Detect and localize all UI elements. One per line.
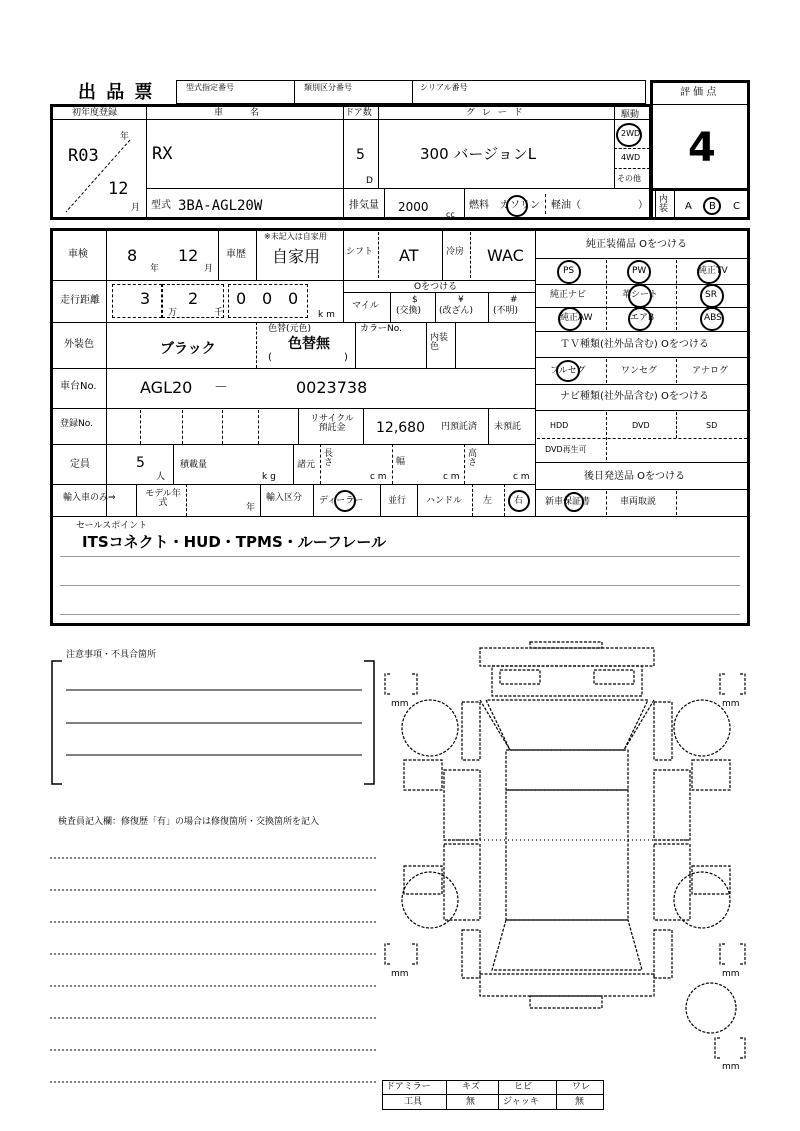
dim-length: 長さ <box>324 449 334 468</box>
mileage-mile: マイル <box>352 301 379 311</box>
equip-ps-circle <box>557 260 581 284</box>
equip-airbag-circle <box>628 307 655 331</box>
first-reg-year: R03 <box>68 146 99 166</box>
unknown-sym: # <box>510 295 518 305</box>
fuel-label: 燃料 <box>469 200 489 211</box>
exchange-sym: $ <box>412 295 418 305</box>
grade-label: グ レ ー ド <box>466 108 525 118</box>
model-spec-label: 型式指定番号 <box>186 83 234 92</box>
equip-pw-circle <box>627 260 651 284</box>
capacity-label: 定員 <box>70 459 90 470</box>
capacity-unit: 人 <box>156 472 166 482</box>
mm-label: mm <box>722 699 740 709</box>
mm-label: mm <box>391 969 409 979</box>
fuel-diesel: 軽油（ <box>551 200 581 211</box>
dims-label: 諸元 <box>297 460 316 470</box>
shift-value: AT <box>399 246 419 265</box>
car-name: RX <box>152 144 173 164</box>
equip-navi: 純正ナビ <box>550 290 587 300</box>
ac-value: WAC <box>487 246 524 265</box>
equip-aw-circle <box>558 307 582 331</box>
model-label: 型式 <box>151 200 171 211</box>
equip-airbag: エアB <box>630 313 655 323</box>
equip-leather: 革シート <box>622 290 659 300</box>
import-model-year: モデル年式 <box>145 489 181 508</box>
fuel-gasoline: ガソリン <box>500 200 540 211</box>
shaken-month-unit: 月 <box>204 264 214 274</box>
docs-manual: 車両取説 <box>620 497 657 507</box>
navi-sd: SD <box>706 421 718 430</box>
legend-mirror: ドアミラー <box>386 1082 431 1092</box>
load-kg: k g <box>262 472 276 482</box>
tv-fullseg-circle <box>556 360 580 382</box>
form-title: 出 品 票 <box>78 82 155 103</box>
drive-other: その他 <box>617 174 641 183</box>
history-label: 車歴 <box>226 249 246 260</box>
dim-cm: c m <box>370 472 387 482</box>
interior-c: C <box>733 201 740 212</box>
mileage-man: 万 <box>168 308 178 318</box>
equip-leather-circle <box>628 284 652 308</box>
handle-left: 左 <box>483 496 493 506</box>
car-damage-diagram <box>380 640 760 1080</box>
mm-label: mm <box>391 699 409 709</box>
equip-pw: PW <box>632 266 647 276</box>
docs-title: 後日発送品 Oをつける <box>584 471 686 482</box>
model-value: 3BA-AGL20W <box>178 198 263 214</box>
history-note: ※未記入は自家用 <box>264 232 327 241</box>
equip-sr: SR <box>705 290 717 300</box>
legend-break: ワレ <box>572 1082 591 1092</box>
equip-aw: 純正AW <box>560 313 593 323</box>
month-unit: 月 <box>131 203 141 213</box>
shaken-year-unit: 年 <box>150 264 160 274</box>
legend-crack: ヒビ <box>514 1082 533 1092</box>
import-label: 輸入車のみ⇒ <box>63 493 116 503</box>
recycle-label: リサイクル預託金 <box>310 414 354 433</box>
doors-label: ドア数 <box>345 108 372 118</box>
year-unit: 年 <box>120 132 130 142</box>
class-label: 類別区分番号 <box>304 83 352 92</box>
mileage-digit: 0 <box>262 289 273 308</box>
load-label: 積載量 <box>180 460 208 470</box>
tv-oneseg: ワンセグ <box>621 366 658 376</box>
drive-label: 駆動 <box>621 110 640 120</box>
interior-label: 内装 <box>659 195 669 214</box>
dim-cm: c m <box>443 472 460 482</box>
rating-label: 評 価 点 <box>680 87 717 98</box>
handle-right-circle <box>508 490 530 512</box>
mileage-tamper: (改ざん) <box>439 306 474 316</box>
dim-cm: c m <box>513 472 530 482</box>
mileage-digit: 0 <box>236 289 247 308</box>
import-dealer: ディーラー <box>319 496 364 506</box>
fuel-gasoline-circle <box>506 195 528 217</box>
navi-hdd: HDD <box>550 421 569 430</box>
navi-dvd: DVD <box>632 421 650 430</box>
shaken-label: 車検 <box>68 249 88 260</box>
rating-value: 4 <box>688 125 716 171</box>
repaint-label: 色替(元色) <box>268 324 312 334</box>
legend-jack-value: 無 <box>575 1097 585 1107</box>
drive-2wd-circle <box>616 123 642 147</box>
handle-right: 右 <box>514 496 524 506</box>
mileage-unknown: (不明) <box>493 306 519 316</box>
doors-value: 5 <box>356 147 365 163</box>
recycle-value: 12,680 <box>376 420 425 436</box>
import-parallel: 並行 <box>388 496 407 506</box>
door-suffix: D <box>366 176 373 186</box>
chassis-prefix: AGL20 <box>140 378 193 397</box>
tv-fullseg: フルセグ <box>550 366 586 376</box>
inspector-label: 検査員記入欄：修復歴「有」の場合は修復箇所・交換箇所を記入 <box>58 817 320 827</box>
handle-label: ハンドル <box>426 496 463 506</box>
tv-analog: アナログ <box>692 366 729 376</box>
recycle-deposited: 円預託済 <box>441 422 478 432</box>
history-value: 自家用 <box>272 247 321 266</box>
inspector-lines <box>48 850 388 1110</box>
repaint-value: 色替無 <box>288 336 330 352</box>
shift-label: シフト <box>346 247 374 257</box>
mileage-sen: 千 <box>214 308 224 318</box>
legend-jack: ジャッキ <box>503 1097 539 1107</box>
notes-label: 注意事項・不具合箇所 <box>66 650 157 660</box>
mileage-exchange: (交換) <box>396 306 422 316</box>
registration-label: 登録No. <box>60 419 93 429</box>
import-year-unit: 年 <box>246 503 256 513</box>
notes-bracket <box>48 656 388 796</box>
shaken-month: 12 <box>178 246 199 265</box>
drive-2wd: 2WD <box>621 129 641 138</box>
mileage-digit: 0 <box>288 289 299 308</box>
color-no-label: カラーNo. <box>360 324 402 334</box>
car-name-label: 車 名 <box>214 108 263 118</box>
ac-label: 冷房 <box>446 247 465 257</box>
navi-title: ナビ種類(社外品含む) Oをつける <box>560 391 709 402</box>
navi-dvd-play: DVD再生可 <box>545 445 587 454</box>
import-dealer-circle <box>334 490 356 512</box>
legend-scratch: キズ <box>462 1082 480 1092</box>
mm-label: mm <box>722 969 740 979</box>
docs-warranty-circle <box>564 492 584 512</box>
mileage-circle-note: Oをつける <box>414 282 458 292</box>
mileage-km: k m <box>318 310 335 320</box>
recycle-not-deposited: 未預託 <box>494 422 522 432</box>
displacement-value: 2000 <box>398 200 429 214</box>
equip-sr-circle <box>700 284 724 308</box>
dim-height: 高さ <box>468 449 478 468</box>
equip-tv: 純正TV <box>698 266 728 276</box>
shaken-year: 8 <box>127 246 138 265</box>
equipment-title: 純正装備品 Oをつける <box>586 239 688 250</box>
grade-value: 300 バージョンL <box>420 145 537 163</box>
tv-title: ＴＶ種類(社外品含む) Oをつける <box>560 339 709 350</box>
legend-tools-value: 無 <box>466 1097 476 1107</box>
import-class-label: 輸入区分 <box>266 493 303 503</box>
interior-a: A <box>685 201 692 212</box>
cc-unit: cc <box>446 210 455 219</box>
equip-ps: PS <box>563 266 575 276</box>
mileage-digit: 2 <box>188 289 199 308</box>
paren-close: ) <box>344 352 348 363</box>
color-value: ブラック <box>160 341 216 357</box>
mm-label: mm <box>722 1062 740 1072</box>
chassis-label: 車台No. <box>60 381 97 392</box>
legend-tools: 工具 <box>404 1097 423 1107</box>
equip-abs: ABS <box>704 313 722 323</box>
docs-warranty: 新車保証書 <box>545 497 591 507</box>
sales-point-label: セールスポイント <box>76 521 148 531</box>
mileage-digit: 3 <box>140 289 151 308</box>
header-id-row <box>176 80 646 104</box>
color-label: 外装色 <box>64 339 94 350</box>
chassis-dash: － <box>214 380 228 396</box>
interior-color-label: 内装色 <box>430 333 449 352</box>
first-reg-month: 12 <box>108 179 129 199</box>
drive-4wd: 4WD <box>621 153 641 162</box>
mileage-label: 走行距離 <box>60 295 100 306</box>
capacity-value: 5 <box>136 455 145 471</box>
interior-b: B <box>709 201 716 212</box>
equip-tv-circle <box>697 260 721 284</box>
chassis-number: 0023738 <box>296 378 368 397</box>
serial-label: シリアル番号 <box>420 83 468 92</box>
dim-width: 幅 <box>396 457 406 467</box>
paren-open: ( <box>268 352 272 363</box>
equip-abs-circle <box>700 307 724 331</box>
fuel-close: ） <box>638 200 648 211</box>
sales-point-text: ITSコネクト・HUD・TPMS・ルーフレール <box>82 533 387 551</box>
displacement-label: 排気量 <box>349 200 379 211</box>
tamper-sym: ¥ <box>458 295 464 305</box>
first-reg-label: 初年度登録 <box>72 108 118 118</box>
